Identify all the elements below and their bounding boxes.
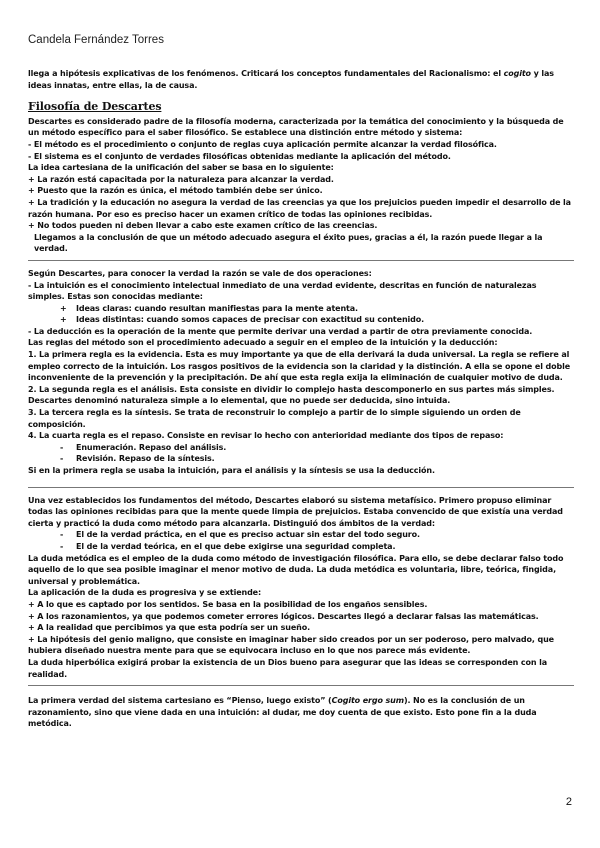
intro-text: llega a hipótesis explicativas de los fenómenos. Criticará los conceptos fundamentales del Racionalismo: el	[28, 69, 504, 78]
bullet-mark: +	[60, 315, 67, 325]
section3-line: + A lo que es captado por los sentidos. Se basa en la posibilidad de los engaños sensibles.	[28, 599, 428, 609]
subitem-text: El de la verdad teórica, en el que debe exigirse una seguridad completa.	[76, 541, 396, 551]
bullet-text: : cuando resultan manifiestas para la mente atenta.	[128, 303, 358, 313]
method-rule	[28, 349, 574, 384]
section2-closing: Si en la primera regla se usaba la intuición, para el análisis y la síntesis se usa la deducción.	[28, 466, 435, 475]
section2-line: - La deducción es la operación de la mente que permite derivar una verdad a partir de otra previamente conocida.	[28, 326, 533, 336]
section3-line: + La hipótesis del genio maligno, que consiste en imaginar haber sido creados por un ser poderoso, pero malvado, que hubiera diseñado nuestra mente para que se equivocara incluso en lo que nos parece más evidente.	[28, 634, 554, 656]
dash-mark: -	[60, 530, 64, 540]
section-heading: Filosofía de Descartes	[28, 100, 162, 114]
intro-text-end: y las ideas innatas, entre ellas, la de causa.	[28, 69, 554, 90]
section1-conclusion: Llegamos a la conclusión de que un método adecuado asegura el éxito pues, gracias a él, la razón puede llegar a la verdad.	[34, 232, 543, 254]
list-item	[28, 453, 574, 465]
section1-line: - El método es el procedimiento o conjunto de reglas cuya aplicación permite alcanzar la verdad filosófica.	[28, 139, 497, 149]
page-number: 2	[565, 796, 572, 808]
section3-line: La aplicación de la duda es progresiva y se extiende:	[28, 588, 262, 598]
list-item	[28, 314, 574, 326]
dash-mark: -	[60, 442, 64, 452]
section2-line: Según Descartes, para conocer la verdad la razón se vale de dos operaciones:	[28, 268, 372, 278]
rule-text: . Esta es muy importante ya que de ella derivará la duda universal. La regla se refiere al empleo correcto de la intuición. Los rasgos positivos de la evidencia son la claridad y la distinción. A ella se opone el doble inconveniente de la prevención y la precipitación. De ahí que esta regla exija la eliminación de cualquier motivo de duda.	[28, 350, 571, 383]
dash-mark: -	[60, 454, 64, 464]
bullet-text: : cuando somos capaces de precisar con exactitud su contenido.	[140, 315, 425, 325]
document-body	[28, 68, 574, 730]
rule-label: 4. La cuarta regla es el repaso	[28, 431, 162, 441]
section-divider	[28, 685, 574, 686]
intro-paragraph	[28, 68, 574, 91]
bullet-label: Ideas claras	[76, 303, 129, 313]
rule-text: . Consiste en revisar lo hecho con anterioridad mediante dos tipos de repaso:	[161, 431, 504, 441]
subitem-label: Revisión	[76, 454, 114, 464]
section1-line: - El sistema es el conjunto de verdades filosóficas obtenidas mediante la aplicación del método.	[28, 151, 451, 161]
section2-line: Las reglas del método son el procedimiento adecuado a seguir en el empleo de la intuición y la deducción:	[28, 338, 498, 348]
dash-mark: -	[60, 541, 64, 551]
rule-text: . Se trata de reconstruir lo complejo a partir de lo simple siguiendo un orden de composición.	[28, 408, 521, 429]
subitem-text: El de la verdad práctica, en el que es preciso actuar sin estar del todo seguro.	[76, 530, 420, 540]
section3-opening: Una vez establecidos los fundamentos del método, Descartes elaboró su sistema metafísico. Primero propuso eliminar todas las opiniones recibidas para que la mente quede limpia de prejuicios. Estaba convencido de que existía una verdad cierta y practicó la duda como método para alcanzarla. Distinguió dos ámbitos de la verdad:	[28, 495, 563, 528]
rule-label: 3. La tercera regla es la síntesis	[28, 408, 169, 418]
section3-line: + A la realidad que percibimos ya que esta podría ser un sueño.	[28, 623, 311, 633]
section-divider	[28, 260, 574, 261]
bullet-label: Ideas distintas	[76, 315, 141, 325]
section4-text-end: ). No es la conclusión de un razonamiento, sino que viene dada en una intuición: al dudar, me doy cuenta de que existo. Esto pone fin a la duda metódica.	[28, 696, 537, 729]
rule-text: . Esta consiste en dividir lo complejo hasta descomponerlo en sus partes más simples. Descartes denominó naturaleza simple a lo elemental, que no puede ser deducida, sino intuida.	[28, 384, 555, 406]
list-item	[28, 442, 574, 454]
list-item	[28, 303, 574, 315]
section4-emphasis: Cogito ergo sum	[331, 696, 404, 706]
section1-line: + Puesto que la razón es única, el método también debe ser único.	[28, 186, 323, 196]
section3-line: La duda metódica es el empleo de la duda como método de investigación filosófica. Para ello, se debe declarar falso todo aquello de lo que sea posible imaginar el menor motivo de duda. La duda metódica es voluntaria, libre, teórica, fingida, universal y problemática.	[28, 553, 564, 586]
rule-label: 1. La primera regla es la evidencia	[28, 350, 180, 360]
section3-line: La duda hiperbólica exigirá probar la existencia de un Dios bueno para asegurar que las ideas se corresponden con la realidad.	[28, 657, 547, 679]
intro-emphasis: cogito	[503, 69, 531, 78]
section4-text: La primera verdad del sistema cartesiano es “Pienso, luego existo” (	[28, 696, 332, 706]
section-divider	[28, 487, 574, 488]
method-rule	[28, 384, 574, 407]
section3-line: + A los razonamientos, ya que podemos cometer errores lógicos. Descartes llegó a declarar falsas las matemáticas.	[28, 611, 539, 621]
method-rule	[28, 430, 574, 442]
subitem-label: Enumeración	[76, 442, 134, 452]
author-name: Candela Fernández Torres	[28, 34, 164, 46]
section1-line: + La razón está capacitada por la naturaleza para alcanzar la verdad.	[28, 174, 334, 184]
rule-label: 2. La segunda regla es el análisis	[28, 384, 174, 394]
section4-paragraph	[28, 695, 574, 730]
section1-line: Descartes es considerado padre de la filosofía moderna, caracterizada por la temática del conocimiento y la búsqueda de un método específico para el saber filosófico. Se establece una distinción entre método y sistema:	[28, 116, 564, 138]
list-item	[28, 529, 574, 541]
section1-line: La idea cartesiana de la unificación del saber se basa en lo siguiente:	[28, 163, 334, 173]
subitem-text: . Repaso del análisis.	[133, 442, 227, 452]
section1-line: + La tradición y la educación no asegura la verdad de las creencias ya que los prejuicios pueden impedir el desarrollo de la razón humana. Por eso es preciso hacer un examen crítico de todas las opiniones recibidas.	[28, 197, 571, 219]
bullet-mark: +	[60, 303, 67, 313]
list-item	[28, 541, 574, 553]
subitem-text: . Repaso de la síntesis.	[113, 454, 215, 464]
section1-line: + No todos pueden ni deben llevar a cabo este examen crítico de las creencias.	[28, 221, 378, 231]
method-rule	[28, 407, 574, 430]
section2-line: - La intuición es el conocimiento intelectual inmediato de una verdad evidente, descritas en función de naturalezas simples. Estas son conocidas mediante:	[28, 280, 537, 302]
